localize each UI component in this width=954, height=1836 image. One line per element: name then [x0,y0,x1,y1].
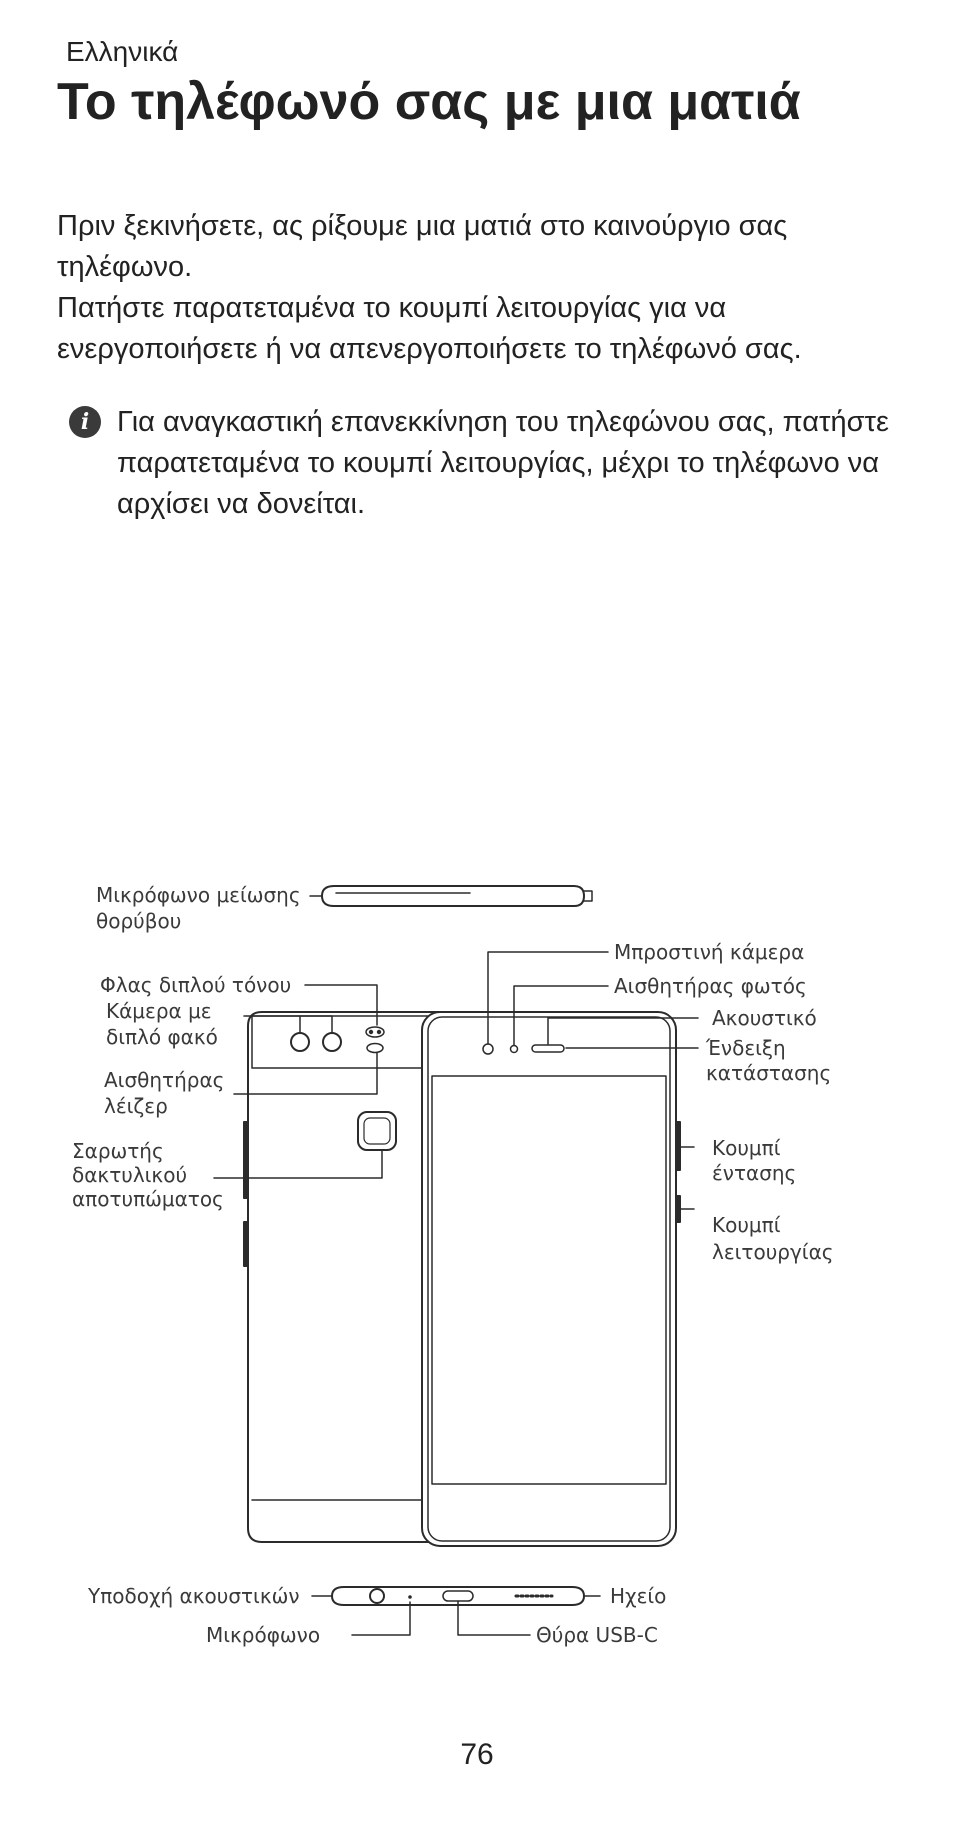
label-front-camera: Μπροστινή κάμερα [614,940,805,964]
label-dual-cam-1: Κάμερα με [106,999,212,1023]
label-noise-mic-2: θορύβου [96,909,182,933]
label-power-1: Κουμπί [712,1213,781,1237]
label-earpiece: Ακουστικό [712,1006,817,1030]
page-title: Το τηλέφωνό σας με μια ματιά [57,73,801,131]
label-speaker: Ηχείο [610,1584,667,1608]
info-icon: i [69,406,101,438]
page-number: 76 [460,1738,494,1771]
label-volume-1: Κουμπί [712,1136,781,1160]
label-microphone: Μικρόφωνο [206,1623,321,1647]
label-fingerprint-3: αποτυπώματος [72,1187,224,1211]
note-text: Για αναγκαστική επανεκκίνηση του τηλεφώνου σας, πατήστε παρατεταμένα το κουμπί λειτουργίας, μέχρι το τηλέφωνο να αρχίσει να δονείται. [117,406,889,520]
label-noise-mic-1: Μικρόφωνο μείωσης [96,883,301,907]
phone-front [422,1012,680,1546]
label-headset: Υποδοχή ακουστικών [88,1584,300,1608]
phone-top-edge [310,886,592,906]
label-status-2: κατάστασης [706,1061,832,1085]
label-usb: Θύρα USB-C [536,1623,658,1647]
label-fingerprint-1: Σαρωτής [72,1139,164,1163]
label-fingerprint-2: δακτυλικού [72,1163,188,1187]
label-dual-cam-2: διπλό φακό [106,1025,218,1049]
label-flash: Φλας διπλού τόνου [100,973,292,997]
label-power-2: λειτουργίας [712,1240,834,1264]
label-laser-2: λέιζερ [104,1094,168,1118]
intro-text [57,206,917,370]
label-light-sensor: Αισθητήρας φωτός [614,974,807,998]
intro-paragraph-1: Πριν ξεκινήσετε, ας ρίξουμε μια ματιά στο καινούργιο σας τηλέφωνο. [57,210,788,283]
phone-diagram [0,860,954,1680]
intro-paragraph-2: Πατήστε παρατεταμένα το κουμπί λειτουργίας για να ενεργοποιήσετε ή να απενεργοποιήσετε το τηλέφωνό σας. [57,292,802,365]
language-label: Ελληνικά [66,36,179,67]
label-laser-1: Αισθητήρας [104,1068,225,1092]
label-volume-2: έντασης [712,1161,797,1185]
label-status-1: Ένδειξη [706,1036,786,1060]
